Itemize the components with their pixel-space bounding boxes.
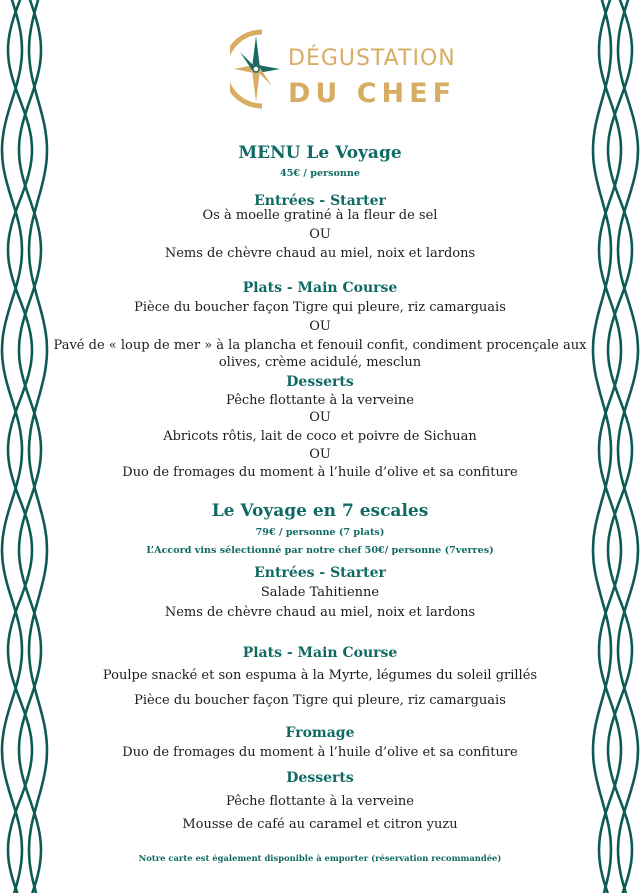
logo-text-du-chef: DU CHEF [288,78,457,109]
menu1-price: 45€ / personne [280,168,360,179]
menu2-wine-pairing: L’Accord vins sélectionné par notre chef 50€/ personne (7verres) [146,545,494,556]
menu2-title: Le Voyage en 7 escales [211,501,429,521]
menu-item: Nems de chèvre chaud au miel, noix et lardons [164,246,476,261]
menu-item: Pêche flottante à la verveine [226,393,414,408]
menu2-desserts-heading: Desserts [286,770,354,786]
compass-logo-icon [230,28,284,110]
logo [230,28,457,114]
menu-item: Mousse de café au caramel et citron yuzu [182,817,458,832]
menu1-desserts-heading: Desserts [286,374,354,390]
menu2-main-heading: Plats - Main Course [242,645,398,661]
menu2-cheese-heading: Fromage [285,725,355,741]
logo-text-degustation: DÉGUSTATION [288,46,456,71]
or-separator: OU [309,410,331,425]
or-separator: OU [309,447,331,462]
menu1-main-heading: Plats - Main Course [242,280,398,296]
menu-item: Salade Tahitienne [260,585,380,600]
menu2-price: 79€ / personne (7 plats) [255,527,385,538]
menu-item: Pièce du boucher façon Tigre qui pleure, riz camarguais [134,300,506,315]
or-separator: OU [309,227,331,242]
menu-item: Pêche flottante à la verveine [226,794,414,809]
menu-item: Pavé de « loup de mer » à la plancha et fenouil confit, condiment procençale aux olives, crème acidulé, mesclun [53,338,587,370]
menu-item: Abricots rôtis, lait de coco et poivre de Sichuan [163,429,477,444]
left-wave-border [0,0,50,893]
menu-item: Os à moelle gratiné à la fleur de sel [202,208,438,223]
menu1-title: MENU Le Voyage [238,143,402,163]
menu-item: Nems de chèvre chaud au miel, noix et lardons [164,605,476,620]
menu-item: Duo de fromages du moment à l’huile d’olive et sa confiture [122,465,518,480]
menu1-starter-heading: Entrées - Starter [254,193,386,209]
menu-item: Poulpe snacké et son espuma à la Myrte, légumes du soleil grillés [102,668,538,683]
menu2-starter-heading: Entrées - Starter [254,565,386,581]
menu-item: Duo de fromages du moment à l’huile d’olive et sa confiture [122,745,518,760]
menu-item: Pièce du boucher façon Tigre qui pleure, riz camarguais [134,693,506,708]
footer-note: Notre carte est également disponible à emporter (réservation recommandée) [138,853,502,863]
right-wave-border [590,0,640,893]
or-separator: OU [309,319,331,334]
